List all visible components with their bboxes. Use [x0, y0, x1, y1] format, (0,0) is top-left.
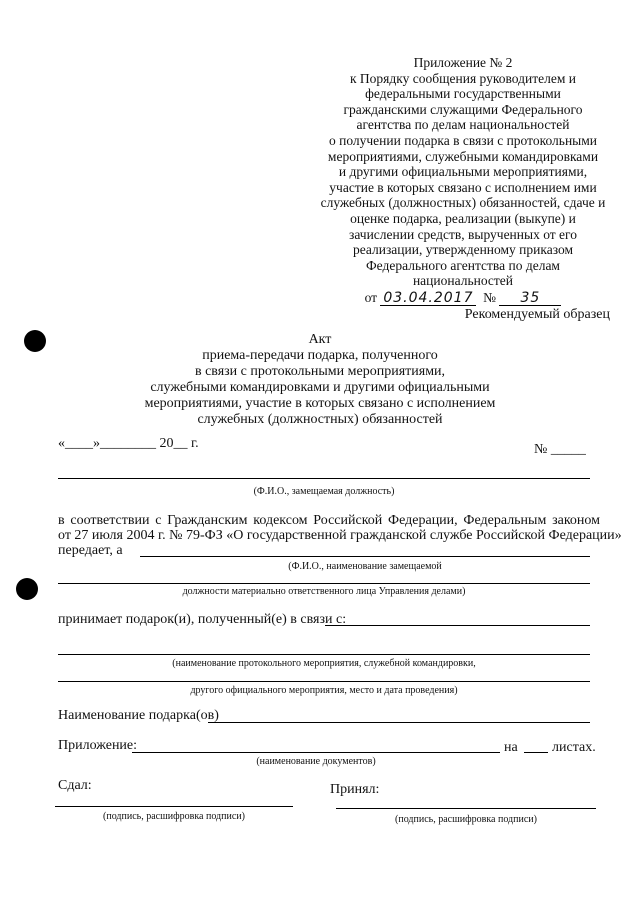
act-number-field[interactable]: № _____ [534, 442, 586, 457]
accepts-label: принимает подарок(и), полученный(е) в связи с: [58, 612, 347, 627]
appendix-line: мероприятиями, служебными командировками [327, 148, 599, 164]
gave-label: Сдал: [58, 778, 92, 793]
received-signature-caption: (подпись, расшифровка подписи) [395, 814, 537, 825]
received-signature-line[interactable] [336, 808, 596, 809]
order-date: 03.04.2017 [380, 291, 476, 306]
recipient-name-line[interactable] [140, 556, 590, 557]
appendix-line: оценке подарка, реализации (выкупе) и [350, 210, 576, 226]
body-line-3: передает, а [58, 543, 123, 558]
appendix-line: Приложение № 2 [413, 55, 513, 70]
gift-name-label: Наименование подарка(ов) [58, 708, 219, 723]
appendix-line: федеральными государственными [365, 86, 561, 102]
act-title: Акт [308, 332, 332, 347]
appendix-line: Федерального агентства по делам [366, 257, 560, 273]
act-subtitle-line: приема-передачи подарка, полученного [202, 348, 438, 363]
from-label: от [364, 289, 378, 305]
appendix-line: о получении подарка в связи с протокольными [328, 132, 598, 148]
received-label: Принял: [330, 782, 380, 797]
event-line-1[interactable] [58, 654, 590, 655]
appendix-line: агентства по делам национальностей [356, 117, 570, 133]
order-number: 35 [499, 291, 561, 306]
gift-name-line[interactable] [208, 722, 590, 723]
act-subtitle-line: служебных (должностных) обязанностей [197, 412, 443, 427]
event-line-2[interactable] [58, 681, 590, 682]
recipient-position-line[interactable] [58, 583, 590, 584]
act-title-block [120, 332, 520, 428]
appendix-header [318, 55, 608, 306]
appendix-line: служебных (должностных) обязанностей, сдаче и [320, 195, 606, 211]
gave-signature-line[interactable] [55, 806, 293, 807]
appendix-line: гражданскими служащими Федерального [343, 101, 583, 117]
appendix-line: национальностей [412, 273, 514, 289]
fio-name-caption: (Ф.И.О., наименование замещаемой [288, 561, 442, 572]
fio-position-caption: (Ф.И.О., замещаемая должность) [253, 486, 395, 497]
appendix-line: зачислении средств, вырученных от его [349, 226, 577, 242]
attachment-sheets-label: листах. [552, 740, 596, 755]
body-line-2: от 27 июля 2004 г. № 79-ФЗ «О государственной гражданской службе Российской Федерации» [58, 528, 622, 543]
attachment-docs-line[interactable] [132, 752, 500, 753]
act-subtitle-line: в связи с протокольными мероприятиями, [194, 364, 446, 379]
act-date-field[interactable]: «____»________ 20__ г. [58, 436, 199, 451]
fio-position-line[interactable] [58, 478, 590, 479]
act-subtitle-line: мероприятиями, участие в которых связано с исполнением [144, 396, 496, 411]
accepts-line[interactable] [325, 625, 590, 626]
attachment-on-label: на [504, 740, 518, 755]
number-label: № [483, 289, 497, 305]
appendix-line: участие в которых связано с исполнением ими [329, 179, 597, 195]
docs-name-caption: (наименование документов) [256, 756, 376, 767]
body-line-1: в соответствии с Гражданским кодексом Российской Федерации, Федеральным законом [58, 513, 600, 528]
event-name-caption: (наименование протокольного мероприятия, служебной командировки, [172, 658, 476, 669]
punch-hole-bottom [16, 578, 38, 600]
event-other-caption: другого официального мероприятия, место и дата проведения) [190, 685, 458, 696]
punch-hole-top [24, 330, 46, 352]
attachment-label: Приложение: [58, 738, 138, 753]
appendix-line: реализации, утвержденному приказом [352, 242, 574, 258]
appendix-line: к Порядку сообщения руководителем и [350, 70, 576, 86]
gave-signature-caption: (подпись, расшифровка подписи) [103, 811, 245, 822]
recommended-sample-label: Рекомендуемый образец [464, 307, 610, 322]
attachment-sheets-count-line[interactable] [524, 752, 548, 753]
act-subtitle-line: служебными командировками и другими официальными [150, 380, 490, 395]
order-reference-line [318, 290, 608, 306]
position-responsible-caption: должности материально ответственного лица Управления делами) [182, 586, 466, 597]
appendix-line: и другими официальными мероприятиями, [338, 164, 588, 180]
